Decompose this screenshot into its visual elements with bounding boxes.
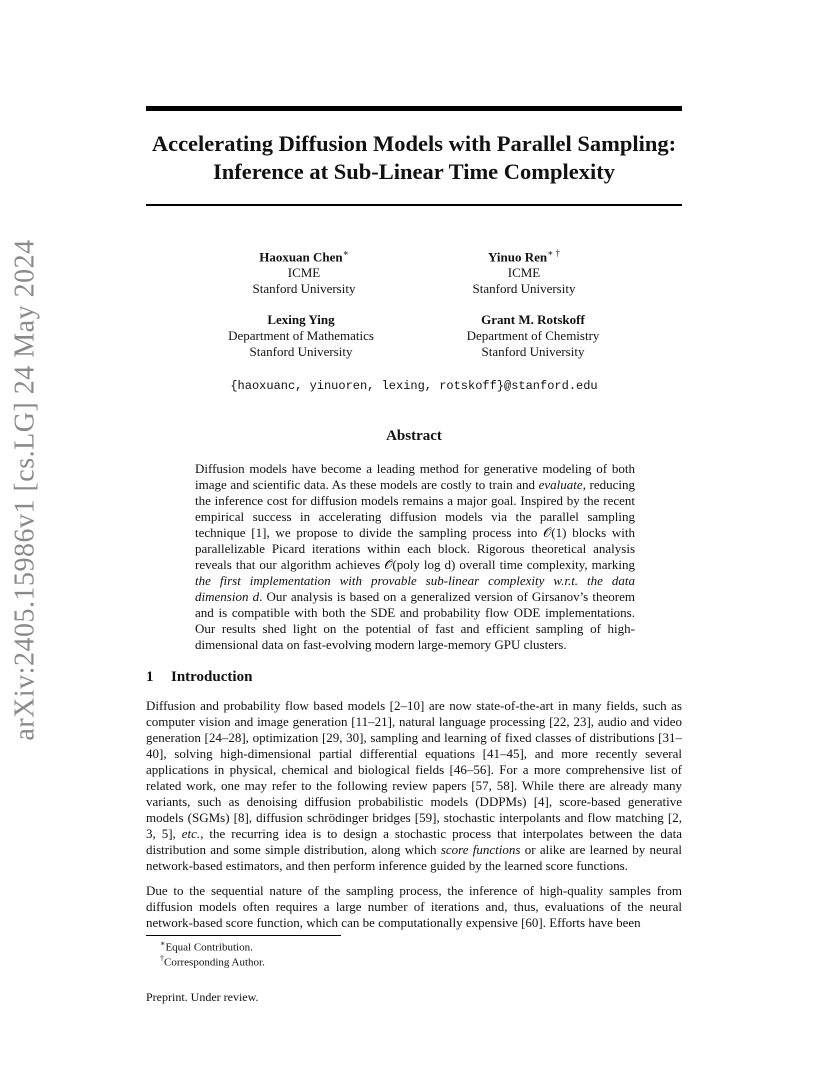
author-name: Lexing Ying bbox=[267, 312, 335, 327]
author-name: Yinuo Ren∗ † bbox=[488, 248, 560, 265]
author-block-chen bbox=[194, 245, 414, 297]
author-block-rotskoff bbox=[423, 312, 643, 360]
author-affiliation: Department of Chemistry bbox=[466, 328, 600, 343]
author-institution: Stanford University bbox=[252, 281, 356, 297]
paper-title bbox=[146, 130, 682, 186]
author-block-ren bbox=[414, 245, 634, 297]
preprint-note: Preprint. Under review. bbox=[146, 990, 259, 1004]
abstract-heading: Abstract bbox=[386, 428, 442, 444]
author-affiliation: ICME bbox=[287, 265, 321, 281]
author-institution: Stanford University bbox=[472, 281, 576, 297]
author-emails: {haoxuanc, yinuoren, lexing, rotskoff}@stanford.edu bbox=[230, 379, 598, 393]
author-institution: Stanford University bbox=[249, 344, 353, 359]
section-heading-introduction bbox=[146, 669, 252, 686]
author-name: Grant M. Rotskoff bbox=[481, 312, 585, 327]
intro-paragraph-2: Due to the sequential nature of the sampling process, the inference of high-quality samples from diffusion models often requires a large number of iterations and, thus, evaluations of the neural network-based score function, which can be computationally expensive [60]. Efforts have been bbox=[146, 883, 682, 930]
arxiv-id-text: arXiv:2405.15986v1 [cs.LG] 24 May 2024 bbox=[10, 239, 41, 741]
footnote-corresponding-author: †Corresponding Author. bbox=[160, 954, 265, 969]
footnote-equal-contribution: ∗Equal Contribution. bbox=[160, 939, 253, 954]
intro-paragraph-1: Diffusion and probability flow based models [2–10] are now state-of-the-art in many fields, such as computer vision and image generation [11–21], natural language processing [22, 23], audio and video generation [24–28], optimization [29, 30], sampling and learning of fixed classes of distributions [31–40], solving high-dimensional partial differential equations [41–45], and more recently several applications in physical, chemical and biological fields [46–56]. For a more comprehensive list of related work, one may refer to the following review papers [57, 58]. While there are already many variants, such as denoising diffusion probabilistic models (DDPMs) [4], score-based generative models (SGMs) [8], diffusion schrödinger bridges [59], stochastic interpolants and flow matching [2, 3, 5], etc., the recurring idea is to design a stochastic process that interpolates between the data distribution and some simple distribution, along which score functions or alike are learned by neural network-based estimators, and then perform inference guided by the learned score functions. bbox=[146, 698, 682, 873]
author-affiliation: Department of Mathematics bbox=[228, 328, 374, 343]
abstract-text: Diffusion models have become a leading method for generative modeling of both image and scientific data. As these models are costly to train and evaluate, reducing the inference cost for diffusion models remains a major goal. Inspired by the recent empirical success in accelerating diffusion models via the parallel sampling technique [1], we propose to divide the sampling process into 𝒪(1) blocks with parallelizable Picard iterations within each block. Rigorous theoretical analysis reveals that our algorithm achieves 𝒪̃(poly log d) overall time complexity, marking the first implementation with provable sub-linear complexity w.r.t. the data dimension d. Our analysis is based on a generalized version of Girsanov’s theorem and is compatible with both the SDE and probability flow ODE implementations. Our results shed light on the potential of fast and efficient sampling of high-dimensional data on fast-evolving modern large-memory GPU clusters. bbox=[195, 461, 635, 652]
abstract-emphasis-evaluate: evaluate bbox=[538, 477, 583, 492]
author-institution: Stanford University bbox=[481, 344, 585, 359]
title-line-1: Accelerating Diffusion Models with Parallel Sampling: bbox=[151, 131, 677, 156]
arxiv-identifier-stamp bbox=[6, 239, 46, 741]
section-title: Introduction bbox=[171, 669, 253, 685]
section-number: 1 bbox=[146, 669, 154, 685]
footnote-rule bbox=[146, 935, 341, 936]
author-block-ying bbox=[191, 312, 411, 360]
title-line-2: Inference at Sub-Linear Time Complexity bbox=[212, 159, 616, 184]
author-affiliation: ICME bbox=[507, 265, 541, 281]
author-name: Haoxuan Chen∗ bbox=[259, 248, 349, 265]
abstract-emphasis-claim: the first implementation with provable sub-linear complexity w.r.t. the data dimension d bbox=[195, 573, 635, 604]
title-top-rule bbox=[146, 106, 682, 111]
title-bottom-rule bbox=[146, 204, 682, 206]
